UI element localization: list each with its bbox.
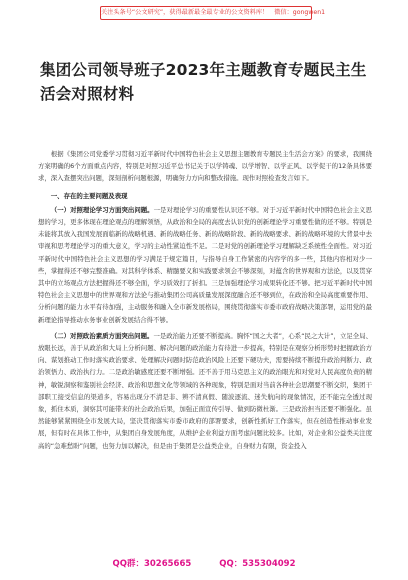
subsection-political [38,330,372,452]
subsection-heading: （二）对照政治素质方面突出问题。 [50,331,154,340]
subsection-theory [38,204,372,326]
intro-paragraph: 根据《集团公司党委学习贯彻习近平新时代中国特色社会主义思想主题教育专题民主生活会方案》的要求，我围绕方案明确的6个方面重点内容，特别是对照习近平总书记关于以学铸魂、以学增智、以学正风、以学促干的12条具体要求，深入查摆突出问题，深刻剖析问题根源，明确努力方向和整改措施。现作对照检查发言如下。 [38,150,372,183]
subsection-heading: （一）对照理论学习方面突出问题。 [50,205,154,214]
document-title: 集团公司领导班子2023年主题教育专题民主生活会对照材料 [40,61,367,103]
qq-text: QQ：535304092 [219,559,296,569]
subsection-body: 一是对理论学习的重要性认识还不够。对于习近平新时代中国特色社会主义思想的学习，更多体现在理论观点的理解领悟，从政治和全局的高度去认识党的创新理论学习重要性做的还不够。特别是未能将其放入我国发展面临新的战略机遇、新的战略任务、新的战略阶段、新的战略要求、新的战略环境的大背景中去审视和思考理论学习的重大意义，学习的主动性紧迫性不足。二是对党的创新理论学习理解缺乏系统性全面性。对习近平新时代中国特色社会主义思想的学习满足于规定篇目，与指导自身工作紧密的内容学的多一些，其他内容相对少一些，掌握得还不够完整准确。对其科学体系、精髓要义和实践要求领会不够深刻，对蕴含的世界观和方法论，以及贯穿其中的立场观点方法把握得还不够全面，学习质效打了折扣。三是加强理论学习成果转化还不够。把习近平新时代中国特色社会主义思想中的世界观和方法论与推动集团公司高质量发展深度融合还不够到位，在政治和全局高度重要作用、分析问题的能力水平有待加强，主动服务和融入全市新发展格局，围绕贯彻落实市委市政府战略决策部署，运用党的最新理论指导推动水务事业创新发展结合得不够。 [38,205,372,324]
promo-banner [100,6,326,20]
qq-group-text: QQ群：30265665 [112,559,192,569]
subsection-body: 一是政治能力还要不断提高。胸怀“国之大者”，心系“民之大计”，立足全局、放眼长远，善于从政治和大局上分析问题、解决问题的政治能力有待进一步提高，特别是在观察分析形势时把握政治方向、谋划推动工作时落实政治要求、处理解决问题时防范政治风险上还要下硬功夫，需要持续不断提升政治判断力、政治领悟力、政治执行力。二是政治敏感度还要不断增强。还不善于用马克思主义的政治眼光和对党对人民高度负责的精神，敏锐洞察和鉴别社会经济、政治和思想文化等领域的各种现象，特别是面对当前各种社会思潮要不断交织，集团干部职工接受信息的渠道多，容易出现分不清是非、辨不清真假、随波逐流、迷失航向的现象情况，还不能完全透过现象，抓住本质，洞察其可能带来的社会政治后果，加强正面宣传引导、做到防微杜渐。三是政治担当还要不断强化。虽然能够紧紧围绕全市发展大局，坚决贯彻落实市委市政府的部署要求，创新性抓好工作落实，但在创造性推动事业发展，但有时在具体工作中，从集团自身发展角度，从维护企业利益方面考虑问题比较多。比如，对企业和公益类关注度高的“急难愁盼”问题，也努力加以解决，但是由于集团是公益类企业，自身财力有限，资金投入 [38,331,373,450]
contact-footer [0,556,408,572]
document-body [38,148,372,452]
banner-wechat-text: 微信：gongwen1 [274,9,326,16]
banner-promo-text: 关注头条号“公文研究”，获得最新最全最专业的公文资料库！ [101,9,269,16]
section-heading: 一、存在的主要问题及表现 [50,191,128,200]
